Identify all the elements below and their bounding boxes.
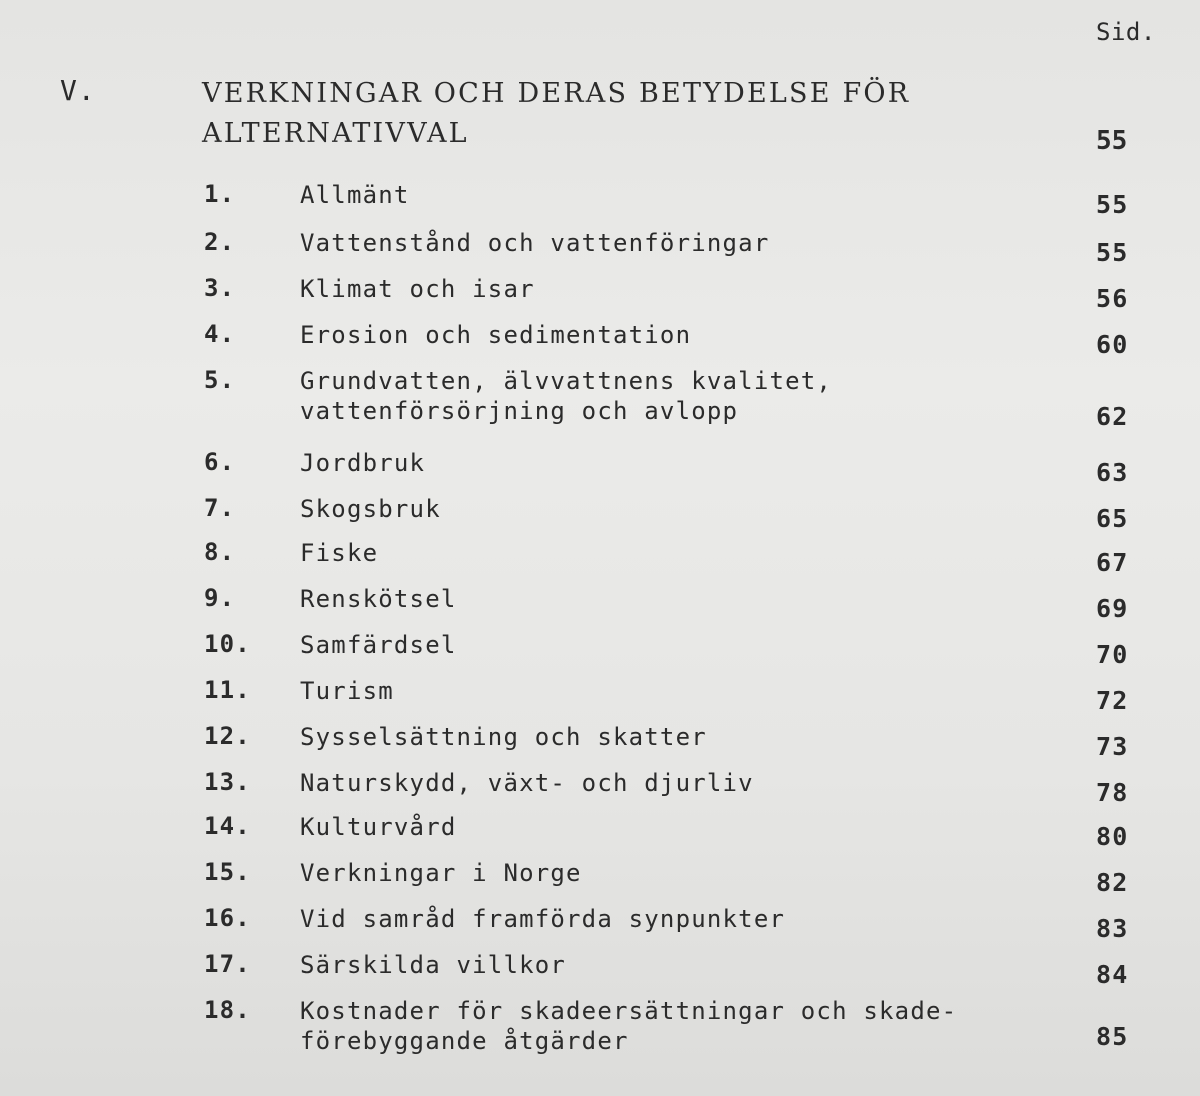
toc-entry-page: 85 <box>1096 1022 1129 1051</box>
toc-entry-title: Klimat och isar <box>300 275 535 303</box>
toc-entry-number: 2. <box>204 228 236 256</box>
toc-entry-number: 5. <box>204 366 236 394</box>
toc-entry-page: 60 <box>1096 330 1129 359</box>
toc-entry-title: Turism <box>300 677 394 705</box>
toc-entry-number: 8. <box>204 538 236 566</box>
toc-entry-page: 70 <box>1096 640 1129 669</box>
toc-entry-title: Vid samråd framförda synpunkter <box>300 905 786 933</box>
toc-entry-number: 9. <box>204 584 236 612</box>
toc-entry-page: 69 <box>1096 594 1129 623</box>
toc-entry-title: Allmänt <box>300 181 410 209</box>
chapter-number: V. <box>60 74 96 107</box>
toc-entry-number: 16. <box>204 904 251 932</box>
toc-entry-number: 1. <box>204 180 236 208</box>
toc-entry-page: 56 <box>1096 284 1129 313</box>
toc-entry-page: 65 <box>1096 504 1129 533</box>
toc-entry-page: 73 <box>1096 732 1129 761</box>
toc-entry-page: 62 <box>1096 402 1129 431</box>
chapter-title: VERKNINGAR OCH DERAS BETYDELSE FÖR ALTERNATIVVAL <box>202 78 911 149</box>
toc-entry-page: 83 <box>1096 914 1129 943</box>
toc-entry-number: 15. <box>204 858 251 886</box>
toc-entry-number: 7. <box>204 494 236 522</box>
toc-entry-number: 3. <box>204 274 236 302</box>
toc-entry-title: Vattenstånd och vattenföringar <box>300 229 770 257</box>
toc-entry-number: 4. <box>204 320 236 348</box>
page-column-label: Sid. <box>1096 18 1156 46</box>
toc-entry-title: Grundvatten, älvvattnens kvalitet, vattenförsörjning och avlopp <box>300 367 833 425</box>
toc-entry-title: Erosion och sedimentation <box>300 321 692 349</box>
toc-entry-number: 13. <box>204 768 251 796</box>
toc-entry-number: 12. <box>204 722 251 750</box>
toc-entry-page: 55 <box>1096 190 1129 219</box>
toc-entry-title: Kostnader för skadeersättningar och skade- förebyggande åtgärder <box>300 997 958 1055</box>
toc-entry-page: 67 <box>1096 548 1129 577</box>
toc-entry-number: 11. <box>204 676 251 704</box>
toc-entry-title: Naturskydd, växt- och djurliv <box>300 769 754 797</box>
toc-entry-page: 55 <box>1096 238 1129 267</box>
toc-entry-page: 78 <box>1096 778 1129 807</box>
toc-entry-title: Renskötsel <box>300 585 457 613</box>
toc-entry-title: Särskilda villkor <box>300 951 567 979</box>
toc-entry-title: Verkningar i Norge <box>300 859 582 887</box>
toc-entry-title: Samfärdsel <box>300 631 457 659</box>
toc-entry-number: 10. <box>204 630 251 658</box>
toc-entry-page: 80 <box>1096 822 1129 851</box>
toc-entry-title: Skogsbruk <box>300 495 441 523</box>
toc-entry-number: 17. <box>204 950 251 978</box>
toc-entry-page: 82 <box>1096 868 1129 897</box>
chapter-page-number: 55 <box>1096 126 1128 156</box>
toc-entry-page: 63 <box>1096 458 1129 487</box>
toc-entry-page: 84 <box>1096 960 1129 989</box>
toc-entry-number: 14. <box>204 812 251 840</box>
toc-entry-title: Jordbruk <box>300 449 426 477</box>
toc-entry-title: Fiske <box>300 539 379 567</box>
toc-entry-title: Kulturvård <box>300 813 457 841</box>
toc-entry-page: 72 <box>1096 686 1129 715</box>
toc-entry-title: Sysselsättning och skatter <box>300 723 707 751</box>
toc-entry-number: 6. <box>204 448 236 476</box>
toc-entry-number: 18. <box>204 996 251 1024</box>
